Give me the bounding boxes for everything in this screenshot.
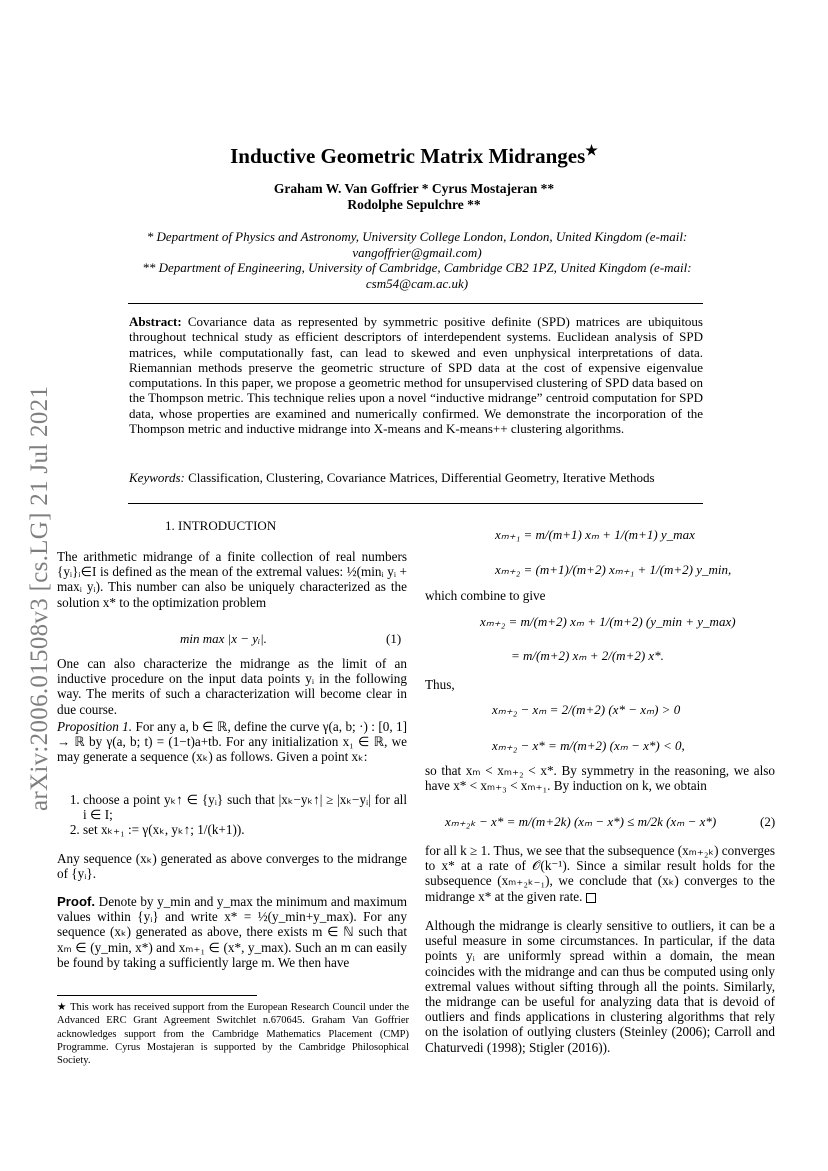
proposition-steps bbox=[57, 792, 407, 838]
affiliations bbox=[130, 229, 704, 291]
proposition-text: For any a, b ∈ ℝ, define the curve γ(a, b; ·) : [0, 1] → ℝ by γ(a, b; t) = (1−t)a+tb. For any initialization x₁ ∈ ℝ, we may generate a sequence (xₖ) as follows. Given a point xₖ: bbox=[57, 719, 408, 765]
proof-text: Denote by y_min and y_max the minimum and maximum values within {yᵢ} and write x* = ½(y_min+y_max). For any sequence (xₖ) generated as above, there exists m ∈ ℕ such that xₘ ∈ (y_min, x*) and xₘ₊₁ ∈ (x*, y_max). Such an m can easily be found by taking a sufficiently large m. We then have bbox=[57, 894, 407, 970]
equation-1: min max |x − yᵢ|. bbox=[180, 631, 267, 646]
keywords-label: Keywords: bbox=[129, 470, 185, 485]
list-item: 1. choose a point yₖ↑ ∈ {yᵢ} such that |xₖ−yₖ↑| ≥ |xₖ−yᵢ| for all i ∈ I; bbox=[83, 792, 407, 822]
proposition-1 bbox=[57, 719, 407, 765]
intro-paragraph-2: One can also characterize the midrange as the limit of an inductive procedure on the input data points yᵢ in the following way. The merits of such a characterization will become clear in due course. bbox=[57, 656, 407, 717]
equation-a2: xₘ₊₂ = (m+1)/(m+2) xₘ₊₁ + 1/(m+2) y_min, bbox=[495, 562, 732, 577]
convergence-text: for all k ≥ 1. Thus, we see that the subsequence (xₘ₊₂ₖ) converges to x* at a rate of 𝒪(k⁻¹). Since a similar result holds for the subsequence (xₘ₊₂ₖ₋₁), we conclude that (xₖ) converges to the midrange x* at the given rate. bbox=[425, 843, 776, 904]
footnote: ★ This work has received support from the European Research Council under the Advanced ERC Grant Agreement Switchlet n.670645. Graham Van Goffrier acknowledges support from the Cambridge Mathematics Placement (CMP) Programme. Cyrus Mostajeran is supported by the Cambridge Philosophical Society. bbox=[57, 1002, 409, 1067]
list-item: 2. set xₖ₊₁ := γ(xₖ, yₖ↑; 1/(k+1)). bbox=[83, 822, 407, 837]
proof bbox=[57, 894, 407, 970]
abstract-label: Abstract: bbox=[129, 314, 182, 329]
affiliation-1: * Department of Physics and Astronomy, University College London, London, United Kingdom (e-mail: vangoffrier@gmail.com) bbox=[146, 229, 688, 260]
abstract bbox=[129, 314, 703, 436]
text-convergence bbox=[425, 843, 775, 904]
equation-b1: xₘ₊₂ = m/(m+2) xₘ + 1/(m+2) (y_min + y_max) bbox=[480, 614, 736, 629]
title-text: Inductive Geometric Matrix Midranges bbox=[230, 144, 586, 168]
text-midrange-outliers: Although the midrange is clearly sensitive to outliers, it can be a useful measure in some circumstances. In particular, if the data points yᵢ are uniformly spread within a domain, the mean coincides with the midrange and can thus be computed using only extremal values without sifting through all the points. Similarly, the midrange can be useful for analyzing data that is devoid of outliers and finds applications in clustering algorithms that rely on the isolation of outlying clusters (Steinley (2006); Carroll and Chaturvedi (1998); Stigler (2016)). bbox=[425, 918, 775, 1055]
equation-a1: xₘ₊₁ = m/(m+1) xₘ + 1/(m+1) y_max bbox=[495, 527, 695, 542]
text-which-combine: which combine to give bbox=[425, 588, 546, 603]
footnote-rule bbox=[57, 995, 257, 996]
equation-c2: xₘ₊₂ − x* = m/(m+2) (xₘ − x*) < 0, bbox=[492, 738, 685, 753]
text-thus: Thus, bbox=[425, 677, 455, 692]
bottom-rule bbox=[128, 503, 703, 504]
qed-icon bbox=[586, 893, 596, 903]
intro-paragraph-1: The arithmetic midrange of a finite collection of real numbers {yᵢ}ᵢ∈I is defined as the mean of the extremal values: ½(minᵢ yᵢ + maxᵢ yᵢ). This number can also be uniquely characterized as the solution x* to the optimization problem bbox=[57, 549, 407, 610]
intro-paragraph-3: Any sequence (xₖ) generated as above converges to the midrange of {yᵢ}. bbox=[57, 851, 407, 882]
proposition-label: Proposition 1. bbox=[57, 719, 133, 734]
abstract-text: Covariance data as represented by symmetric positive definite (SPD) matrices are ubiquitous throughout technical study as efficient descriptors of interdependent systems. Euclidean analysis of SPD matrices, while computationally fast, can lead to skewed and even unphysical interpretations of data. Riemannian methods preserve the geometric structure of SPD data at the cost of expensive eigenvalue computations. In this paper, we propose a geometric method for unsupervised clustering of SPD data based on the Thompson metric. This technique relies upon a novel “inductive midrange” centroid computation for SPD data, whose properties are examined and numerically confirmed. We demonstrate the incorporation of the Thompson metric and inductive midrange into X-means and K-means++ clustering algorithms. bbox=[129, 314, 703, 437]
arxiv-identifier: arXiv:2006.01508v3 [cs.LG] 21 Jul 2021 bbox=[26, 385, 53, 811]
equation-2-number: (2) bbox=[760, 814, 776, 829]
section-heading: 1. INTRODUCTION bbox=[165, 518, 277, 533]
authors bbox=[0, 181, 828, 213]
text-symmetry: so that xₘ < xₘ₊₂ < x*. By symmetry in the reasoning, we also have x* < xₘ₊₃ < xₘ₊₁. By induction on k, we obtain bbox=[425, 763, 775, 794]
authors-line-1: Graham W. Van Goffrier * Cyrus Mostajeran ** bbox=[273, 181, 555, 196]
proof-label: Proof. bbox=[57, 894, 96, 909]
title-footnote-mark: ★ bbox=[585, 144, 598, 159]
authors-line-2: Rodolphe Sepulchre ** bbox=[347, 197, 481, 212]
paper-title bbox=[0, 143, 828, 169]
affiliation-2: ** Department of Engineering, University of Cambridge, Cambridge CB2 1PZ, United Kingdom (e-mail: csm54@cam.ac.uk) bbox=[142, 260, 692, 291]
equation-2: xₘ₊₂ₖ − x* = m/(m+2k) (xₘ − x*) ≤ m/2k (xₘ − x*) bbox=[445, 814, 717, 829]
top-rule bbox=[128, 303, 703, 304]
equation-1-number: (1) bbox=[386, 631, 402, 646]
equation-c1: xₘ₊₂ − xₘ = 2/(m+2) (x* − xₘ) > 0 bbox=[492, 702, 681, 717]
equation-b2: = m/(m+2) xₘ + 2/(m+2) x*. bbox=[511, 648, 664, 663]
keywords-text: Classification, Clustering, Covariance Matrices, Differential Geometry, Iterative Methods bbox=[188, 470, 655, 485]
keywords bbox=[129, 470, 703, 485]
